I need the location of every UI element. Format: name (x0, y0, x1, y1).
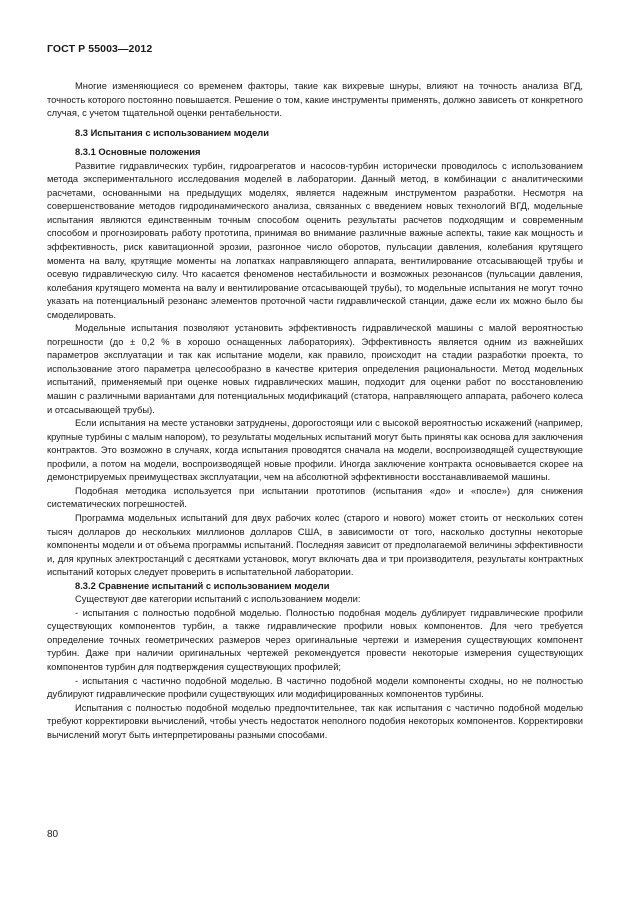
paragraph: Если испытания на месте установки затруднены, дорогостоящи или с высокой вероятностью искажений (например, крупные турбины с малым напором), то результаты модельных испытаний могут быть приняты как основа для заключения контрактов. Это возможно в случаях, когда испытания проводятся сначала на модели, воспроизводящей существующие профили, а потом на модели, воспроизводящей новые профили. Иногда заключение контракта основывается скорее на демонстрируемых преимуществах эксплуатации, чем на абсолютной эффективности восстанавливаемой машины. (47, 418, 583, 483)
list-item: - испытания с частично подобной моделью. В частично подобной модели компоненты сходны, но не полностью дублируют гидравлические профили существующих или модифицированных компонентов турбины. (47, 675, 583, 700)
paragraph: Модельные испытания позволяют установить эффективность гидравлической машины с малой вероятностью погрешности (до ± 0,2 % в хорошо оснащенных лабораториях). Эффективность является одним из важнейших параметров эксплуатации и так как испытание модели, как правило, происходит на стадии разработки проекта, то использование этого параметра целесообразно в качестве критерия определения рациональности. Метод модельных испытаний, применяемый при оценке новых гидравлических машин, подходит для оценки работ по восстановлению машин с различными вариантами для потенциальных модификаций (статора, направляющего аппарата, рабочего колеса и отсасывающей трубы). (47, 323, 583, 415)
paragraph: Программа модельных испытаний для двух рабочих колес (старого и нового) может стоить от нескольких сотен тысяч долларов до нескольких миллионов долларов США, в зависимости от того, насколько доступны некоторые компоненты модели и от объема программы испытаний. Последняя зависит от предполагаемой величины эффективности и, для крупных электростанций с десятками установок, могут включать два и три производителя, результаты контрактных испытаний которых следует проверить в испытательной лаборатории. (47, 512, 583, 578)
subsection-heading: 8.3.1 Основные положения (75, 147, 201, 158)
document-body (47, 80, 583, 742)
paragraph: Подобная методика используется при испытании прототипов (испытания «до» и «после») для снижения систематических погрешностей. (47, 485, 583, 510)
document-header: ГОСТ Р 55003—2012 (47, 43, 153, 55)
page-number: 80 (47, 829, 59, 840)
list-item: - испытания с полностью подобной моделью. Полностью подобная модель дублирует гидравлические профили существующих компонентов турбин, а также гидравлические профили новых компонентов. Для чего требуется определение точных геометрических размеров через оригинальные чертежи и измерения существующих компонент турбин. Даже при наличии оригинальных чертежей рекомендуется провести некоторые измерения существующих компонентов турбин для подтверждения существующих профилей; (47, 607, 583, 672)
intro-paragraph: Многие изменяющиеся со временем факторы, такие как вихревые шнуры, влияют на точность анализа ВГД, точность которого постоянно повышается. Решение о том, какие инструменты применять, должно зависеть от конкретного случая, с учетом тщательной оценки рентабельности. (47, 81, 583, 119)
paragraph: Испытания с полностью подобной моделью предпочтительнее, так как испытания с частично подобной моделью требуют корректировки вычислений, чтобы учесть недостаток неполного подобия некоторых компонентов. Корректировки вычислений могут быть интерпретированы разными способами. (47, 702, 583, 740)
section-heading: 8.3 Испытания с использованием модели (75, 127, 269, 138)
paragraph: Развитие гидравлических турбин, гидроагрегатов и насосов-турбин исторически проводилось с использованием метода экспериментального исследования моделей в лаборатории. Данный метод, в комбинации с аналитическими расчетами, основанными на предыдущих моделях, является надежным инструментом разработки. Несмотря на совершенствование методов гидродинамического анализа, связанных с введением новых технологий ВГД, модельные испытания являются единственным точным способом оценить результаты расчетов подходящим и современным способом и прогнозировать работу прототипа, принимая во внимание различные важные аспекты, такие как мощность и эффективность, риск кавитационной эрозии, разгонное число оборотов, пульсации давления, колебания крутящего момента на валу, крутящие моменты на лопатках направляющего аппарата, вентилирование отсасывающей трубы и осевую гидравлическую силу. Что касается феноменов нестабильности и возможных резонансов (пульсации давления, колебания крутящего момента на валу и вентилирование отсасывающей трубы), то модельные испытания не могут точно указать на потенциальный резонанс элементов проточной части гидравлической станции, даже если их можно было бы смоделировать. (47, 160, 583, 320)
paragraph: Существуют две категории испытаний с использованием модели: (75, 594, 361, 605)
subsection-heading: 8.3.2 Сравнение испытаний с использованием модели (75, 580, 330, 591)
